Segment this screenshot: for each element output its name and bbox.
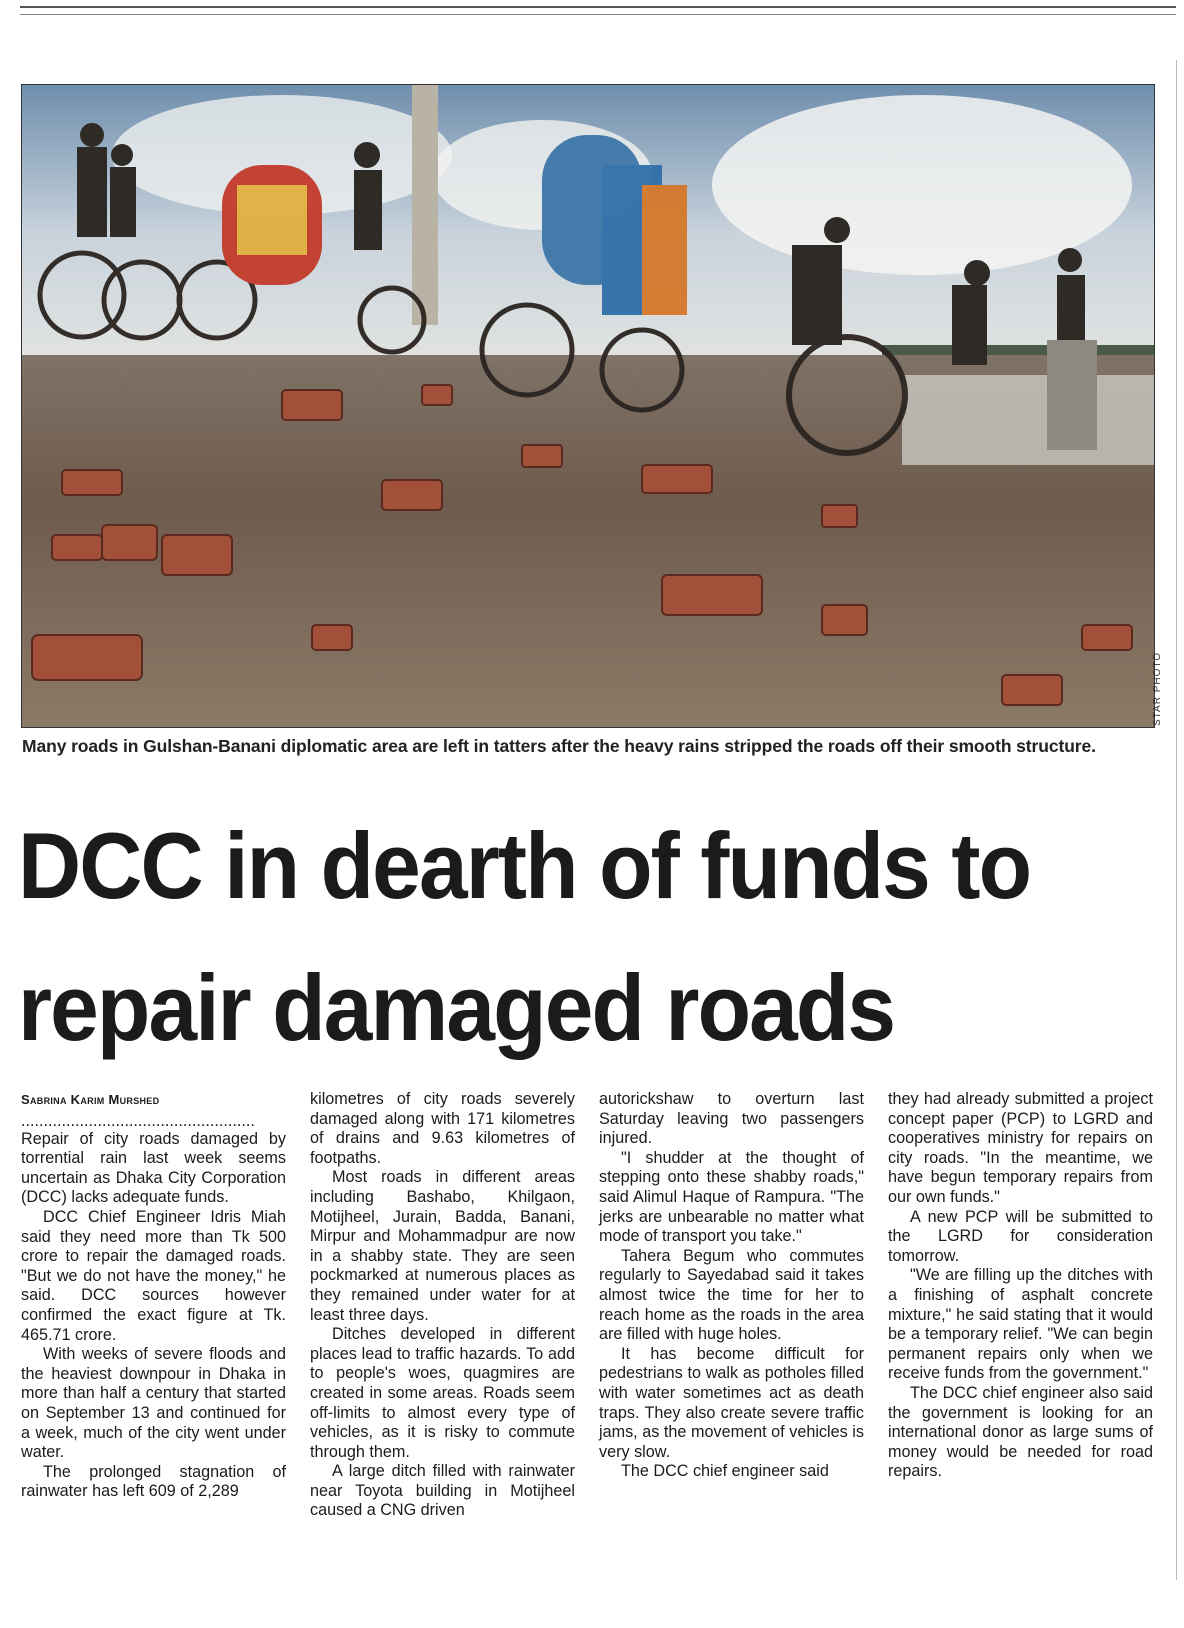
paragraph: Most roads in different areas including Bashabo, Khilgaon, Motijheel, Jurain, Badda, Banani, Mirpur and Mohammadpur are now in a shabby state. They are seen pockmarked at numerous places as they remained under water for at least three days.: [310, 1168, 575, 1324]
paragraph: "I shudder at the thought of stepping onto these shabby roads," said Alimul Haque of Rampura. "The jerks are unbearable no matter what mode of transport you take.": [599, 1148, 864, 1246]
paragraph: Tahera Begum who commutes regularly to Sayedabad said it takes almost twice the time for her to reach home as the roads in the area are filled with huge holes.: [599, 1246, 864, 1344]
paragraph: Ditches developed in different places lead to traffic hazards. To add to people's woes, quagmires are created in some areas. Roads seem off-limits to almost every type of vehicles, as it is risky to commute through them.: [310, 1325, 575, 1461]
article-column-2: [310, 1090, 575, 1521]
paragraph: DCC Chief Engineer Idris Miah said they need more than Tk 500 crore to repair the damaged roads. "But we do not have the money," he said. DCC sources however confirmed the exact figure at Tk. 465.71 crore.: [21, 1207, 286, 1344]
paragraph: "We are filling up the ditches with a finishing of asphalt concrete mixture," he said stating that it would be a temporary relief. "We can begin permanent repairs only when we receive funds from the government.": [888, 1266, 1153, 1383]
photo-caption: Many roads in Gulshan-Banani diplomatic area are left in tatters after the heavy rains stripped the roads off their smooth structure.: [22, 736, 1096, 756]
paragraph: A large ditch filled with rainwater near Toyota building in Motijheel caused a CNG driven: [310, 1462, 575, 1520]
top-rule: [20, 6, 1176, 8]
paragraph: kilometres of city roads severely damaged along with 171 kilometres of drains and 9.63 kilometres of footpaths.: [310, 1090, 575, 1167]
paragraph: The prolonged stagnation of rainwater has left 609 of 2,289: [21, 1462, 286, 1501]
headline-line-2: repair damaged roads: [18, 955, 895, 1060]
paragraph: they had already submitted a project concept paper (PCP) to LGRD and cooperatives ministry for repairs on city roads. "In the meantime, we have begun temporary repairs from our own funds.": [888, 1090, 1153, 1206]
paragraph: With weeks of severe floods and the heaviest downpour in Dhaka in more than half a century that started on September 13 and continued for a week, much of the city went under water.: [21, 1345, 286, 1462]
article-column-1: [21, 1090, 286, 1502]
top-rule-thin: [20, 14, 1176, 15]
headline-line-1: DCC in dearth of funds to: [18, 813, 1031, 918]
byline-separator: ....................................................: [21, 1111, 255, 1130]
paragraph: The DCC chief engineer also said the government is looking for an international donor as large sums of money would be needed for road repairs.: [888, 1383, 1153, 1481]
article-column-4: [888, 1090, 1153, 1482]
column-rule: [1176, 60, 1177, 1580]
paragraph: Repair of city roads damaged by torrential rain last week seems uncertain as Dhaka City Corporation (DCC) lacks adequate funds.: [21, 1129, 286, 1207]
flooded-street-illustration: [22, 85, 1154, 727]
headline: [18, 795, 1088, 1079]
photo-credit: STAR PHOTO: [1152, 651, 1163, 726]
paragraph: autorickshaw to overturn last Saturday leaving two passengers injured.: [599, 1090, 864, 1148]
paragraph: A new PCP will be submitted to the LGRD for consideration tomorrow.: [888, 1207, 1153, 1265]
article-column-3: [599, 1090, 864, 1482]
paragraph: The DCC chief engineer said: [621, 1462, 829, 1481]
paragraph: It has become difficult for pedestrians to walk as potholes filled with water sometimes act as death traps. They also create severe traffic jams, as the movement of vehicles is very slow.: [599, 1344, 864, 1461]
news-photo: [21, 84, 1155, 728]
byline: Sabrina Karim Murshed: [21, 1092, 160, 1107]
